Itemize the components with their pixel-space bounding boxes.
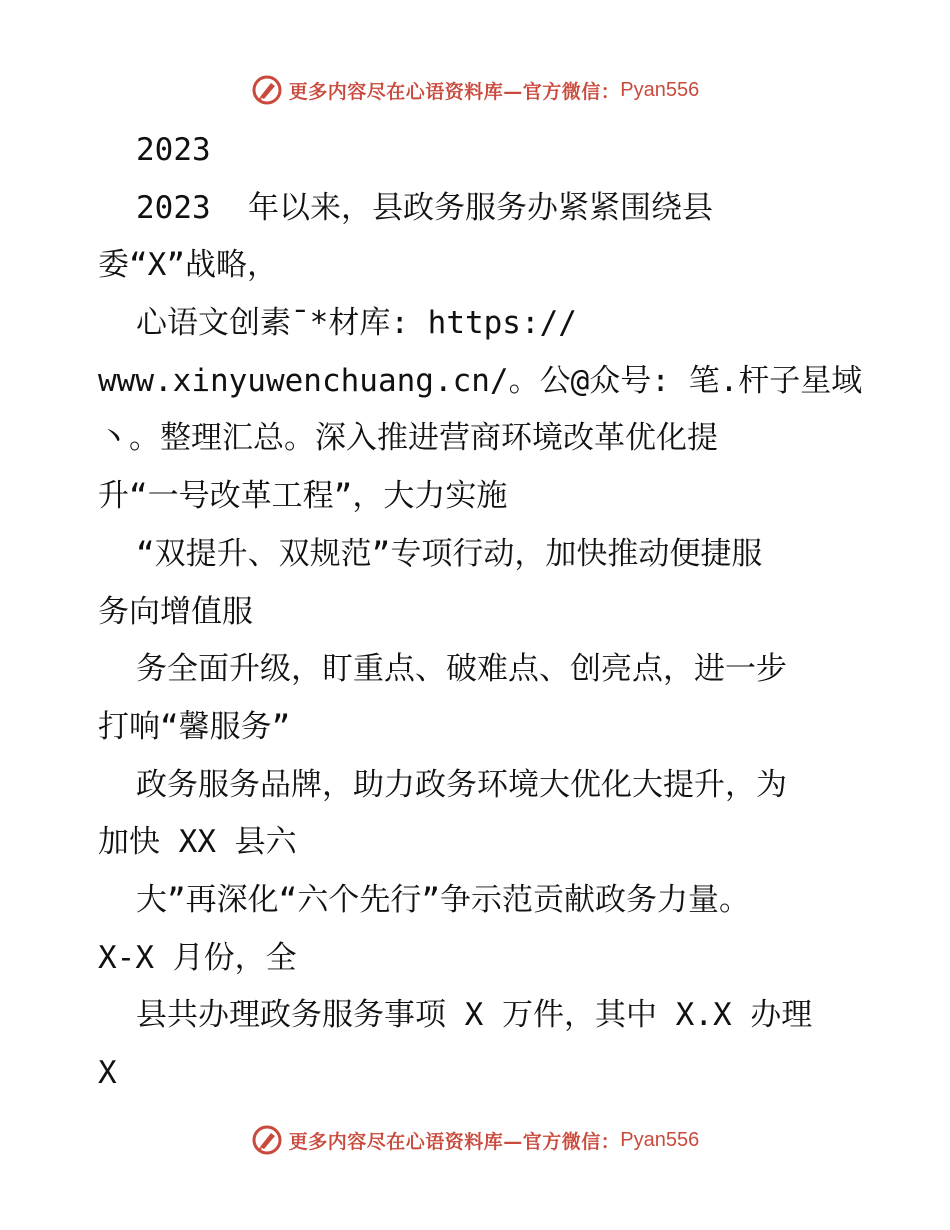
doc-line: 丶。整理汇总。深入推进营商环境改革优化提 (98, 420, 718, 457)
doc-line: www.xinyuwenchuang.cn/。公@众号: 笔.杆子星域 (98, 362, 863, 399)
banner-text: 更多内容尽在心语资料库—官方微信： (288, 80, 621, 103)
doc-line: “双提升、双规范”专项行动，加快推动便捷服 (136, 535, 763, 572)
doc-line: 务全面升级，盯重点、破难点、创亮点，进一步 (136, 651, 787, 688)
doc-line: 升“一号改革工程”，大力实施 (98, 478, 508, 515)
header-watermark-banner (0, 70, 950, 110)
doc-line: 打响“馨服务” (98, 708, 291, 745)
banner-wechat-id: Pyan556 (620, 1128, 700, 1151)
doc-line: 委“X”战略， (98, 247, 278, 284)
doc-line: 县共办理政务服务事项 X 万件，其中 X.X 办理 (136, 997, 813, 1034)
footer-watermark-banner (0, 1120, 950, 1160)
doc-line: 心语文创素¯*材库: https:// (136, 305, 577, 342)
doc-line: 2023 年以来，县政务服务办紧紧围绕县 (136, 189, 713, 226)
doc-line: 大”再深化“六个先行”争示范贡献政务力量。 (136, 881, 750, 918)
doc-line: 加快 XX 县六 (98, 824, 297, 861)
pen-logo-icon (251, 1124, 283, 1156)
document-body (98, 122, 863, 1103)
doc-line: 2023 (136, 132, 211, 168)
banner-wechat-id: Pyan556 (620, 78, 700, 101)
doc-line: X (98, 1055, 117, 1091)
banner-text: 更多内容尽在心语资料库—官方微信： (288, 1130, 621, 1153)
pen-logo-icon (251, 74, 283, 106)
doc-line: 务向增值服 (98, 593, 253, 630)
doc-line: 政务服务品牌，助力政务环境大优化大提升，为 (136, 766, 787, 803)
doc-line: X-X 月份，全 (98, 939, 297, 976)
